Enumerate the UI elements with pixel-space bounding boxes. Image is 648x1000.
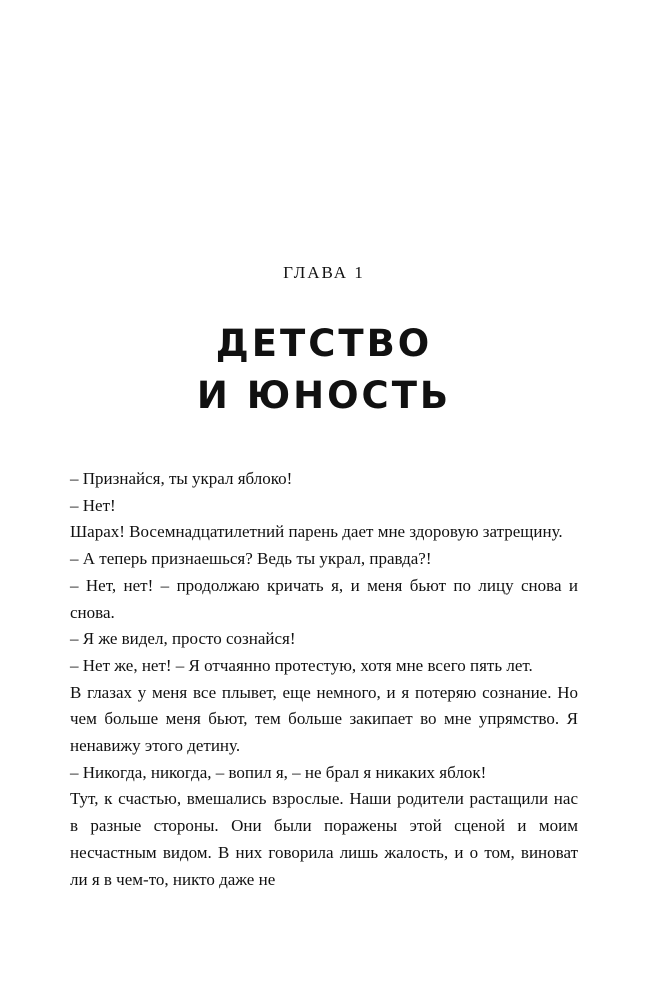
chapter-title-line-1: ДЕТСТВО xyxy=(215,322,433,365)
paragraph: – Никогда, никогда, – вопил я, – не брал я никаких яблок! xyxy=(70,762,487,782)
chapter-title xyxy=(0,318,648,422)
paragraph: Тут, к счастью, вмешались взрослые. Наши родители растащили нас в разные стороны. Они были поражены этой сценой и моим несчастным видом. В них говорила лишь жалость, и о том, виноват ли я в чем-то, никто даже не xyxy=(70,789,578,889)
chapter-label: ГЛАВА 1 xyxy=(283,263,365,282)
paragraph: – Нет! xyxy=(70,495,116,515)
paragraph: – Нет же, нет! – Я отчаянно протестую, хотя мне всего пять лет. xyxy=(70,655,533,675)
paragraph: В глазах у меня все плывет, еще немного, и я потеряю сознание. Но чем больше меня бьют, тем больше закипает во мне упрямство. Я ненавижу этого детину. xyxy=(70,682,578,756)
paragraph: – А теперь признаешься? Ведь ты украл, правда?! xyxy=(70,549,432,569)
paragraph: – Признайся, ты украл яблоко! xyxy=(70,469,293,488)
paragraph: Шарах! Восемнадцатилетний парень дает мне здоровую затрещину. xyxy=(70,522,563,542)
chapter-title-line-2: И ЮНОСТЬ xyxy=(196,374,452,417)
paragraph: – Нет, нет! – продолжаю кричать я, и меня бьют по лицу снова и снова. xyxy=(70,575,578,622)
body-text xyxy=(70,466,578,893)
paragraph: – Я же видел, просто сознайся! xyxy=(70,629,296,649)
